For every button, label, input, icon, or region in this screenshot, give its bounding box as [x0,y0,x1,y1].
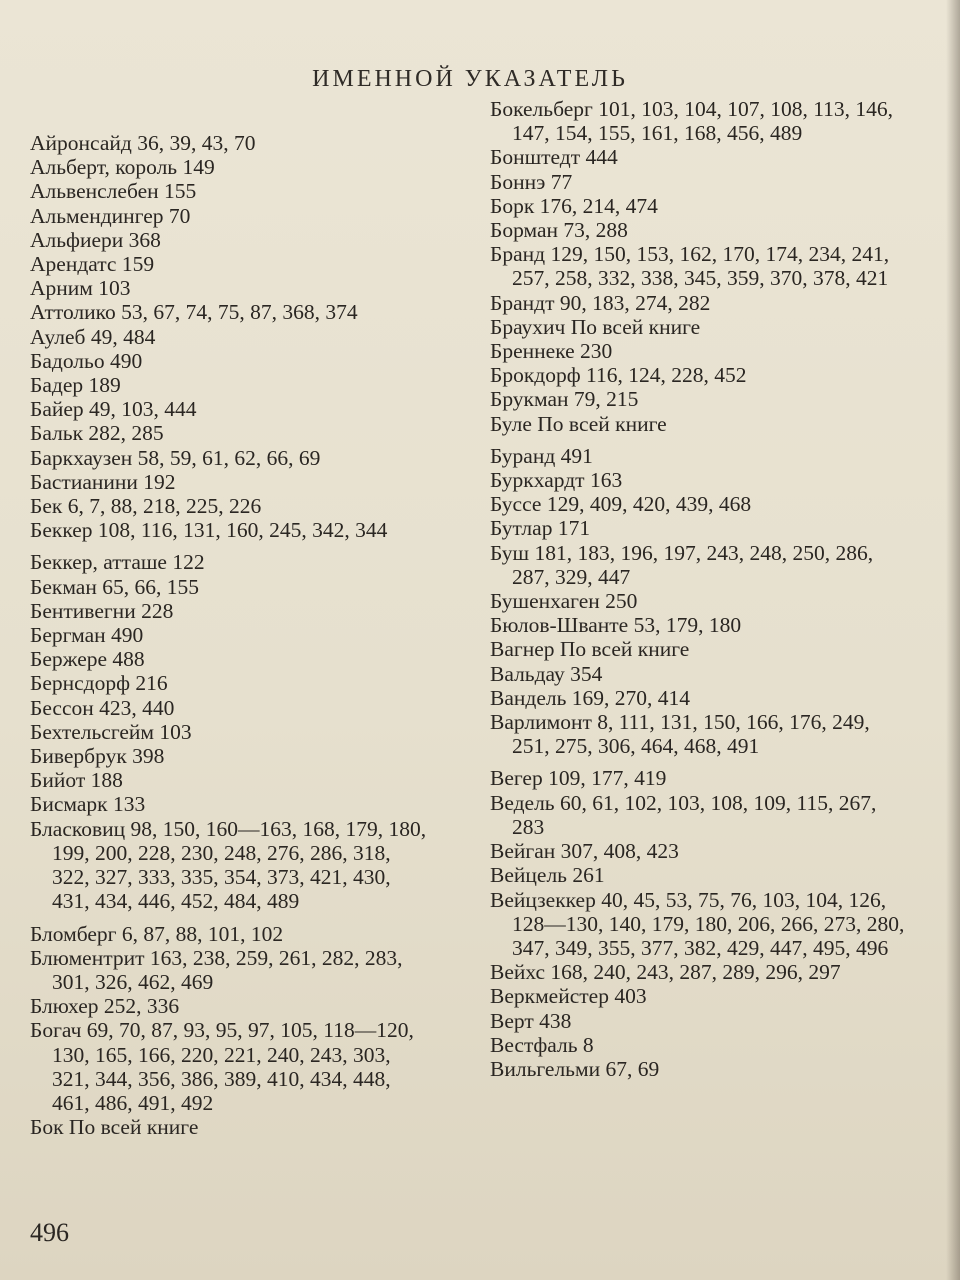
index-entry: Аулеб 49, 484 [30,324,156,349]
index-entry: Бадольо 490 [30,348,143,373]
index-entry: Аттолико 53, 67, 74, 75, 87, 368, 374 [30,300,358,325]
index-entry: Вальдау 354 [490,661,603,686]
index-entry: Бергман 490 [30,623,144,648]
index-entry: Бентивегни 228 [30,598,174,623]
index-entry: Беккер, атташе 122 [30,550,205,575]
index-entry: Бек 6, 7, 88, 218, 225, 226 [30,494,262,519]
index-entry: Буш 181, 183, 196, 197, 243, 248, 250, 286, 287, 329, 447 [490,540,874,589]
index-entry: Вейцель 261 [490,863,605,888]
index-entry: Баркхаузен 58, 59, 61, 62, 66, 69 [30,445,321,470]
index-entry: Богач 69, 70, 87, 93, 95, 97, 105, 118—120, 130, 165, 166, 220, 221, 240, 243, 303, 321, 344, 356, 386, 389, 410, 434, 448, 461, 486, 491, 492 [30,1018,414,1115]
index-entry: Бержере 488 [30,647,145,672]
index-entry: Бонштедт 444 [490,145,618,170]
index-entry: Бласковиц 98, 150, 160—163, 168, 179, 180, 199, 200, 228, 230, 248, 276, 286, 318, 322, 327, 333, 335, 354, 373, 421, 430, 431, 434, 446, 452, 484, 489 [30,816,427,914]
index-entry: Брандт 90, 183, 274, 282 [490,290,711,315]
index-entry: Бессон 423, 440 [30,695,175,720]
index-entry: Вильгельми 67, 69 [490,1056,660,1081]
index-entry: Брукман 79, 215 [490,387,639,412]
index-entry: Борман 73, 288 [490,218,628,243]
index-entry: Блюхер 252, 336 [30,994,180,1019]
index-entry: Альберт, король 149 [30,155,215,180]
index-entry: Брокдорф 116, 124, 228, 452 [490,363,747,388]
index-column-right [490,97,910,1081]
index-entry: Бадер 189 [30,373,121,398]
index-entry: Вейхс 168, 240, 243, 287, 289, 296, 297 [490,960,841,985]
index-entry: Бутлар 171 [490,516,591,541]
index-entry: Бок По всей книге [30,1115,199,1140]
index-entry: Бальк 282, 285 [30,421,164,446]
index-entry: Веркмейстер 403 [490,984,647,1009]
index-entry: Бисмарк 133 [30,792,146,817]
index-entry: Арним 103 [30,276,131,301]
page-title: ИМЕННОЙ УКАЗАТЕЛЬ [312,66,628,92]
index-entry: Беккер 108, 116, 131, 160, 245, 342, 344 [30,518,388,543]
index-entry: Арендатс 159 [30,252,155,277]
index-column-left [30,131,430,1139]
index-entry: Бушенхаген 250 [490,589,638,614]
index-entry: Ведель 60, 61, 102, 103, 108, 109, 115, 267, 283 [490,790,877,839]
index-entry: Вегер 109, 177, 419 [490,766,667,791]
index-entry: Бастианини 192 [30,469,176,494]
index-entry: Бекман 65, 66, 155 [30,574,199,599]
index-entry: Бокельберг 101, 103, 104, 107, 108, 113, 146, 147, 154, 155, 161, 168, 456, 489 [490,97,894,146]
index-entry: Бюлов-Шванте 53, 179, 180 [490,613,742,638]
index-entry: Бранд 129, 150, 153, 162, 170, 174, 234, 241, 257, 258, 332, 338, 345, 359, 370, 378, 421 [490,242,890,291]
page-edge-shadow [946,0,960,1280]
index-entry: Бийот 188 [30,768,123,793]
index-entry: Блюментрит 163, 238, 259, 261, 282, 283, 301, 326, 462, 469 [30,945,403,994]
index-entry: Браухич По всей книге [490,314,701,339]
index-entry: Варлимонт 8, 111, 131, 150, 166, 176, 249, 251, 275, 306, 464, 468, 491 [490,710,870,759]
index-entry: Боннэ 77 [490,169,573,194]
index-entry: Вестфаль 8 [490,1032,594,1057]
index-entry: Альфиери 368 [30,227,161,252]
index-entry: Вандель 169, 270, 414 [490,685,691,710]
index-entry: Буссе 129, 409, 420, 439, 468 [490,492,752,517]
page-number: 496 [30,1218,69,1247]
index-entry: Байер 49, 103, 444 [30,397,197,422]
index-entry: Бреннеке 230 [490,339,613,364]
index-entry: Альмендингер 70 [30,203,191,228]
index-entry: Борк 176, 214, 474 [490,193,658,218]
index-entry: Бивербрук 398 [30,744,165,769]
index-entry: Айронсайд 36, 39, 43, 70 [30,131,256,155]
index-entry: Вейган 307, 408, 423 [490,839,679,864]
index-entry: Верт 438 [490,1008,572,1033]
index-entry: Буле По всей книге [490,411,667,436]
index-entry: Буранд 491 [490,443,593,468]
index-entry: Бернсдорф 216 [30,671,168,696]
index-entry: Бехтельсгейм 103 [30,719,192,744]
index-entry: Бломберг 6, 87, 88, 101, 102 [30,921,284,946]
index-entry: Альвенслебен 155 [30,179,197,204]
index-entry: Вейцзеккер 40, 45, 53, 75, 76, 103, 104, 126, 128—130, 140, 179, 180, 206, 266, 273, 280, 347, 349, 355, 377, 382, 429, 447, 495, 496 [490,887,905,960]
index-entry: Вагнер По всей книге [490,637,690,662]
index-entry: Буркхардт 163 [490,468,623,493]
